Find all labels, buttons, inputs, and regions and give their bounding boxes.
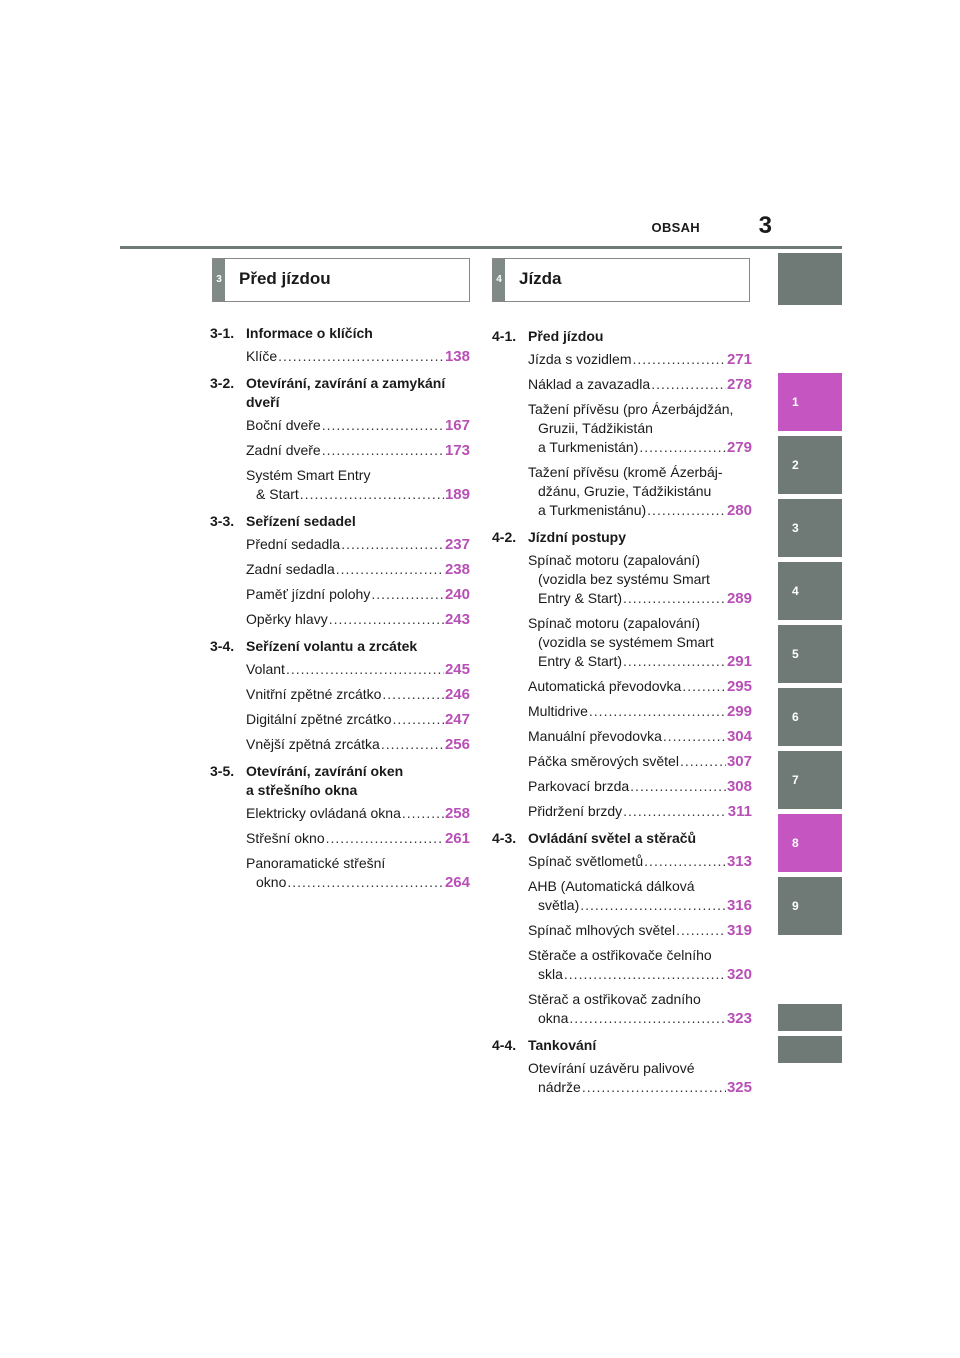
- page-link[interactable]: 246: [444, 686, 470, 703]
- page-link[interactable]: 279: [726, 439, 752, 456]
- toc-entry-text: nádrže: [538, 1079, 581, 1095]
- subsection-heading: [210, 512, 470, 531]
- header-title: OBSAH: [651, 220, 700, 235]
- toc-entry[interactable]: [210, 804, 470, 823]
- dot-leader: [676, 921, 726, 940]
- toc-column-section-3: [210, 316, 470, 898]
- toc-entry-line: Systém Smart Entry: [246, 467, 371, 483]
- toc-entry[interactable]: [492, 946, 752, 984]
- subsection-title: Ovládání světel a stěračů: [528, 830, 697, 846]
- toc-entry[interactable]: [210, 416, 470, 435]
- toc-entry-line: [528, 921, 752, 940]
- toc-entry-text: Vnější zpětná zrcátka: [246, 736, 380, 752]
- toc-entry-line: [528, 589, 752, 608]
- dot-leader: [322, 441, 444, 460]
- toc-entry-line: [246, 804, 470, 823]
- toc-entry[interactable]: [492, 921, 752, 940]
- toc-entry[interactable]: [210, 560, 470, 579]
- toc-entry-text: Jízda s vozidlem: [528, 351, 632, 367]
- chapter-tab-blank[interactable]: [778, 1036, 842, 1063]
- chapter-tab-2[interactable]: 2: [778, 436, 842, 494]
- toc-entry-text: Entry & Start): [538, 590, 623, 606]
- toc-entry-line: [528, 438, 752, 457]
- dot-leader: [632, 350, 725, 369]
- page-link[interactable]: 316: [726, 897, 752, 914]
- toc-entry-text: Páčka směrových světel: [528, 753, 679, 769]
- dot-leader: [639, 438, 726, 457]
- toc-entry[interactable]: [492, 677, 752, 696]
- toc-entry[interactable]: [210, 441, 470, 460]
- toc-entry[interactable]: [492, 777, 752, 796]
- dot-leader: [329, 610, 444, 629]
- toc-entry[interactable]: [492, 375, 752, 394]
- dot-leader: [300, 485, 444, 504]
- chapter-tab-9[interactable]: 9: [778, 877, 842, 935]
- toc-entry[interactable]: [210, 585, 470, 604]
- dot-leader: [381, 735, 444, 754]
- subsection-number: 3-4.: [210, 638, 235, 654]
- page-link[interactable]: 189: [444, 486, 470, 503]
- page-link[interactable]: 307: [726, 753, 752, 770]
- toc-entry-text: Paměť jízdní polohy: [246, 586, 371, 602]
- page-link[interactable]: 323: [726, 1010, 752, 1027]
- dot-leader: [623, 589, 726, 608]
- toc-entry-line: [246, 660, 470, 679]
- toc-entry-line: [528, 375, 752, 394]
- chapter-tab-4[interactable]: 4: [778, 562, 842, 620]
- page-number: 3: [758, 212, 772, 239]
- toc-entry[interactable]: [492, 727, 752, 746]
- toc-entry[interactable]: [210, 710, 470, 729]
- subsection-number: 3-5.: [210, 763, 235, 779]
- page-link[interactable]: 291: [726, 653, 752, 670]
- toc-entry[interactable]: [210, 660, 470, 679]
- toc-entry-line: [528, 965, 752, 984]
- dot-leader: [393, 710, 444, 729]
- dot-leader: [336, 560, 444, 579]
- toc-entry-text: Parkovací brzda: [528, 778, 630, 794]
- subsection-title: Informace o klíčích: [246, 325, 373, 341]
- toc-entry-text: Přidržení brzdy: [528, 803, 623, 819]
- toc-entry-line: [246, 735, 470, 754]
- subsection-number: 3-1.: [210, 325, 235, 341]
- toc-entry[interactable]: [210, 535, 470, 554]
- chapter-tab-blank[interactable]: [778, 253, 842, 305]
- toc-entry-line: [528, 501, 752, 520]
- page-link[interactable]: 264: [444, 874, 470, 891]
- toc-entry[interactable]: [492, 551, 752, 608]
- dot-leader: [286, 660, 444, 679]
- page-link[interactable]: 295: [726, 678, 752, 695]
- subsection-number: 4-4.: [492, 1037, 517, 1053]
- page-link[interactable]: 261: [444, 830, 470, 847]
- subsection-title: Otevírání, zavírání oken: [246, 763, 404, 779]
- toc-entry[interactable]: [210, 685, 470, 704]
- dot-leader: [564, 965, 726, 984]
- section-3-header: [212, 258, 470, 302]
- page-link[interactable]: 167: [444, 417, 470, 434]
- page-link[interactable]: 289: [726, 590, 752, 607]
- subsection-heading: [210, 762, 470, 800]
- dot-leader: [682, 677, 726, 696]
- toc-entry-line: [246, 710, 470, 729]
- page-link[interactable]: 245: [444, 661, 470, 678]
- toc-entry-text: Klíče: [246, 348, 278, 364]
- toc-entry-line: (vozidla se systémem Smart: [538, 634, 714, 650]
- toc-entry-line: [528, 1078, 752, 1097]
- toc-entry-text: Volant: [246, 661, 285, 677]
- toc-entry-text: Spínač světlometů: [528, 853, 644, 869]
- dot-leader: [644, 852, 726, 871]
- subsection-heading: [492, 829, 752, 848]
- toc-entry[interactable]: [492, 350, 752, 369]
- page-link[interactable]: 238: [444, 561, 470, 578]
- chapter-tab-blank[interactable]: [778, 1004, 842, 1031]
- subsection-heading: [492, 1036, 752, 1055]
- toc-entry-text: Vnitřní zpětné zrcátko: [246, 686, 382, 702]
- toc-entry-text: Entry & Start): [538, 653, 623, 669]
- toc-entry-line: Spínač motoru (zapalování): [528, 552, 700, 568]
- toc-entry[interactable]: [492, 614, 752, 671]
- toc-entry-line: [528, 752, 752, 771]
- dot-leader: [341, 535, 444, 554]
- page-link[interactable]: 237: [444, 536, 470, 553]
- page-link[interactable]: 304: [726, 728, 752, 745]
- toc-entry[interactable]: [210, 829, 470, 848]
- toc-entry-line: [246, 347, 470, 366]
- dot-leader: [402, 804, 444, 823]
- toc-entry-line: Stěrač a ostřikovač zadního: [528, 991, 701, 1007]
- page-link[interactable]: 325: [726, 1079, 752, 1096]
- toc-entry-text: Digitální zpětné zrcátko: [246, 711, 392, 727]
- toc-entry[interactable]: [492, 702, 752, 721]
- dot-leader: [278, 347, 444, 366]
- page-link[interactable]: 311: [727, 803, 752, 820]
- page-header: [120, 212, 842, 249]
- toc-entry-line: džánu, Gruzie, Tádžikistánu: [538, 483, 712, 499]
- toc-entry[interactable]: [210, 610, 470, 629]
- toc-entry[interactable]: [492, 990, 752, 1028]
- subsection-number: 4-2.: [492, 529, 517, 545]
- toc-entry-text: Automatická převodovka: [528, 678, 682, 694]
- dot-leader: [630, 777, 726, 796]
- dot-leader: [287, 873, 444, 892]
- subsection-number: 3-3.: [210, 513, 235, 529]
- toc-entry-line: Stěrače a ostřikovače čelního: [528, 947, 712, 963]
- subsection-title: Otevírání, zavírání a zamykání: [246, 375, 446, 391]
- dot-leader: [647, 501, 726, 520]
- dot-leader: [580, 896, 726, 915]
- toc-entry-text: & Start: [256, 486, 299, 502]
- section-number: 3: [213, 259, 225, 301]
- subsection-heading: [210, 637, 470, 656]
- toc-entry-line: Tažení přívěsu (kromě Ázerbáj-: [528, 464, 723, 480]
- dot-leader: [582, 1078, 726, 1097]
- toc-entry-text: Manuální převodovka: [528, 728, 662, 744]
- toc-entry-text: Střešní okno: [246, 830, 325, 846]
- toc-entry-line: [528, 896, 752, 915]
- toc-entry-line: Spínač motoru (zapalování): [528, 615, 700, 631]
- toc-entry-line: [528, 777, 752, 796]
- toc-entry-text: skla: [538, 966, 563, 982]
- toc-entry[interactable]: [492, 463, 752, 520]
- dot-leader: [663, 727, 726, 746]
- toc-entry[interactable]: [210, 466, 470, 504]
- page-link[interactable]: 320: [726, 966, 752, 983]
- toc-entry-line: [246, 416, 470, 435]
- subsection-title: Seřízení sedadel: [246, 513, 356, 529]
- toc-entry-line: [246, 441, 470, 460]
- page-link[interactable]: 278: [726, 376, 752, 393]
- toc-entry-line: Panoramatické střešní: [246, 855, 386, 871]
- toc-entry-line: Gruzii, Tádžikistán: [538, 420, 653, 436]
- toc-entry-line: [246, 610, 470, 629]
- chapter-tab-5[interactable]: 5: [778, 625, 842, 683]
- page-link[interactable]: 280: [726, 502, 752, 519]
- chapter-tab-3[interactable]: 3: [778, 499, 842, 557]
- toc-entry[interactable]: [492, 400, 752, 457]
- subsection-title: Jízdní postupy: [528, 529, 626, 545]
- page-link[interactable]: 138: [444, 348, 470, 365]
- dot-leader: [623, 802, 727, 821]
- subsection-title: Před jízdou: [528, 328, 604, 344]
- subsection-heading: [492, 327, 752, 346]
- dot-leader: [680, 752, 726, 771]
- subsection-number: 4-3.: [492, 830, 517, 846]
- subsection-number: 4-1.: [492, 328, 517, 344]
- page-link[interactable]: 247: [444, 711, 470, 728]
- page-link[interactable]: 258: [444, 805, 470, 822]
- dot-leader: [651, 375, 726, 394]
- toc-entry-text: Zadní dveře: [246, 442, 321, 458]
- page-link[interactable]: 271: [726, 351, 752, 368]
- toc-entry-text: Multidrive: [528, 703, 588, 719]
- toc-entry[interactable]: [210, 735, 470, 754]
- toc-entry-text: a Turkmenistánu): [538, 502, 647, 518]
- page-link[interactable]: 240: [444, 586, 470, 603]
- toc-entry-line: [246, 585, 470, 604]
- page-link[interactable]: 173: [444, 442, 470, 459]
- toc-entry-line: (vozidla bez systému Smart: [538, 571, 710, 587]
- subsection-title: dveří: [246, 394, 280, 410]
- toc-entry-line: [246, 485, 470, 504]
- section-number: 4: [493, 259, 505, 301]
- toc-entry-line: [528, 727, 752, 746]
- toc-entry[interactable]: [210, 854, 470, 892]
- page-link[interactable]: 243: [444, 611, 470, 628]
- toc-entry-line: AHB (Automatická dálková: [528, 878, 695, 894]
- toc-entry[interactable]: [492, 752, 752, 771]
- toc-entry-line: [528, 852, 752, 871]
- chapter-tab-6[interactable]: 6: [778, 688, 842, 746]
- toc-entry[interactable]: [492, 802, 752, 821]
- toc-entry[interactable]: [492, 877, 752, 915]
- toc-entry-line: Tažení přívěsu (pro Ázerbájdžán,: [528, 401, 734, 417]
- page-link[interactable]: 308: [726, 778, 752, 795]
- page-link[interactable]: 299: [726, 703, 752, 720]
- page-link[interactable]: 256: [444, 736, 470, 753]
- toc-entry-text: okno: [256, 874, 287, 890]
- subsection-title: Seřízení volantu a zrcátek: [246, 638, 418, 654]
- chapter-tab-7[interactable]: 7: [778, 751, 842, 809]
- toc-entry-line: [246, 560, 470, 579]
- section-4-header: [492, 258, 750, 302]
- toc-entry-line: [528, 1009, 752, 1028]
- toc-entry-line: [528, 702, 752, 721]
- page-link[interactable]: 319: [726, 922, 752, 939]
- toc-entry-line: [528, 350, 752, 369]
- dot-leader: [322, 416, 444, 435]
- section-title: Před jízdou: [239, 269, 331, 288]
- toc-entry-line: [246, 535, 470, 554]
- section-title: Jízda: [519, 269, 562, 288]
- subsection-number: 3-2.: [210, 375, 235, 391]
- dot-leader: [589, 702, 726, 721]
- toc-entry-text: Elektricky ovládaná okna: [246, 805, 401, 821]
- toc-entry-line: [246, 829, 470, 848]
- dot-leader: [569, 1009, 726, 1028]
- toc-entry-text: Opěrky hlavy: [246, 611, 328, 627]
- toc-entry-text: Zadní sedadla: [246, 561, 335, 577]
- page-link[interactable]: 313: [726, 853, 752, 870]
- toc-entry-text: Spínač mlhových světel: [528, 922, 676, 938]
- subsection-heading: [492, 528, 752, 547]
- dot-leader: [326, 829, 444, 848]
- toc-entry-line: [528, 677, 752, 696]
- toc-entry-line: [528, 802, 752, 821]
- subsection-title: a střešního okna: [246, 782, 358, 798]
- toc-entry-line: Otevírání uzávěru palivové: [528, 1060, 695, 1076]
- dot-leader: [382, 685, 444, 704]
- toc-entry-line: [246, 685, 470, 704]
- toc-entry-line: [528, 652, 752, 671]
- subsection-heading: [210, 324, 470, 343]
- toc-entry[interactable]: [492, 1059, 752, 1097]
- chapter-tab-8[interactable]: 8: [778, 814, 842, 872]
- toc-column-section-4: [492, 319, 752, 1103]
- toc-entry-text: Boční dveře: [246, 417, 321, 433]
- toc-entry-text: světla): [538, 897, 580, 913]
- toc-entry-text: okna: [538, 1010, 569, 1026]
- subsection-title: Tankování: [528, 1037, 597, 1053]
- chapter-tab-1[interactable]: 1: [778, 373, 842, 431]
- dot-leader: [623, 652, 726, 671]
- toc-entry-text: a Turkmenistán): [538, 439, 639, 455]
- dot-leader: [371, 585, 444, 604]
- subsection-heading: [210, 374, 470, 412]
- toc-entry[interactable]: [210, 347, 470, 366]
- toc-entry-text: Přední sedadla: [246, 536, 341, 552]
- toc-entry-line: [246, 873, 470, 892]
- toc-entry[interactable]: [492, 852, 752, 871]
- toc-entry-text: Náklad a zavazadla: [528, 376, 651, 392]
